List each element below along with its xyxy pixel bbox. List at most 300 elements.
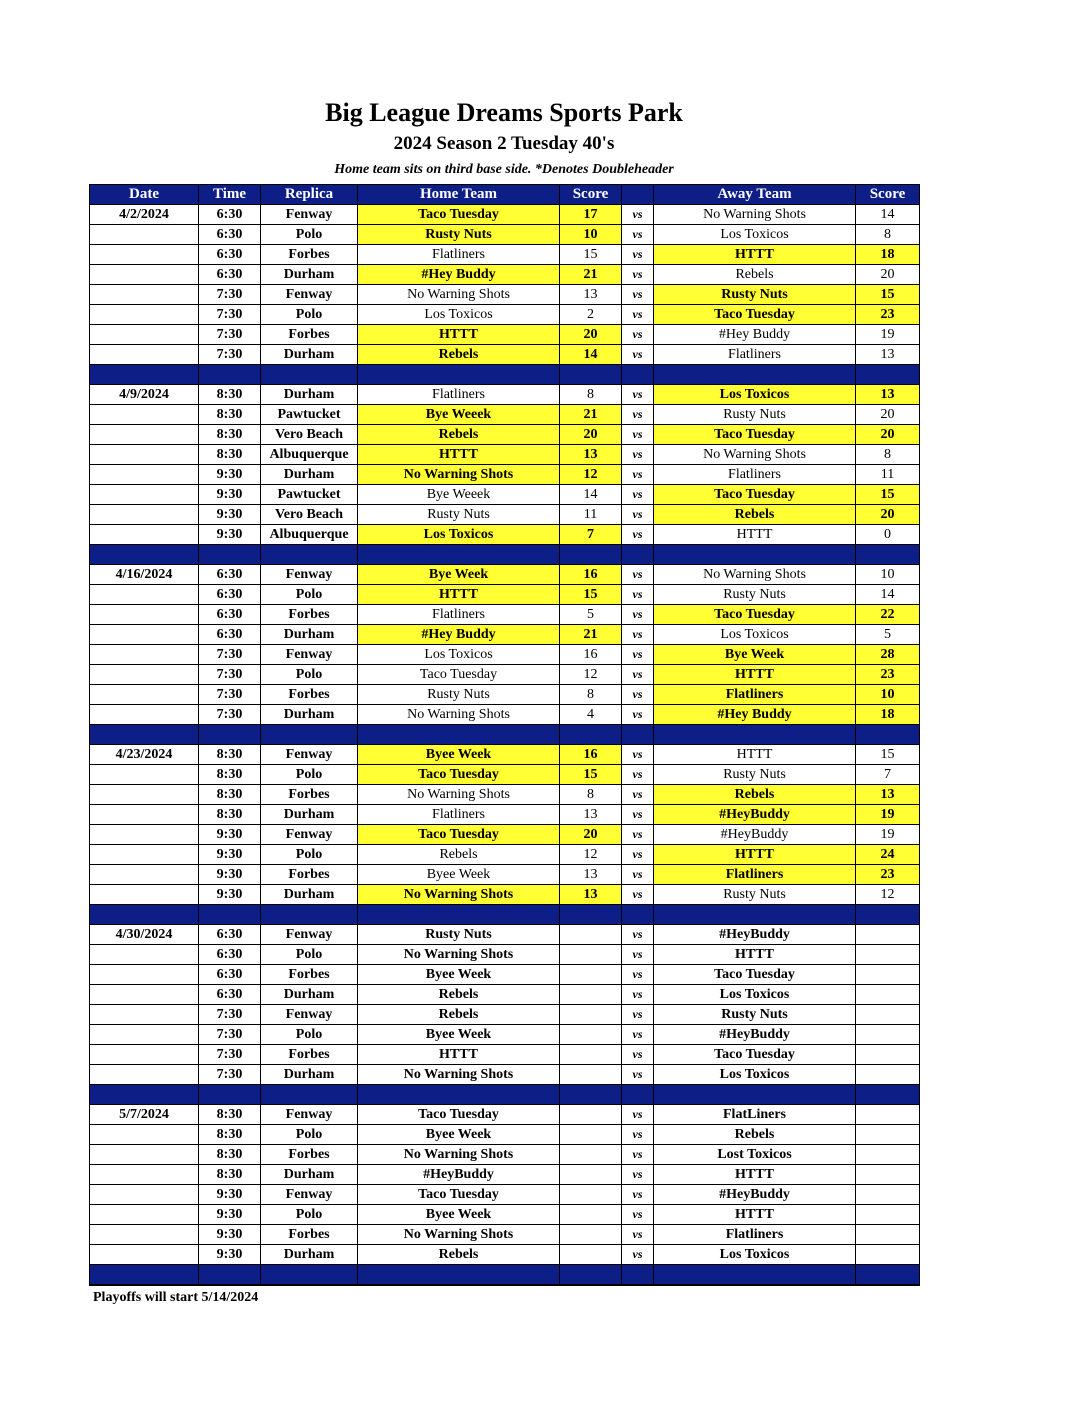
vs-cell: vs <box>622 1205 654 1225</box>
separator-cell <box>199 1085 261 1105</box>
date-cell: 4/23/2024 <box>90 745 199 765</box>
separator-cell <box>199 1265 261 1286</box>
separator-cell <box>358 725 560 745</box>
time-cell: 7:30 <box>199 285 261 305</box>
separator-cell <box>90 905 199 925</box>
week-separator-row <box>90 905 920 925</box>
table-row <box>90 1225 920 1245</box>
separator-cell <box>358 365 560 385</box>
table-header-row <box>90 185 920 205</box>
field-cell: Forbes <box>261 1225 358 1245</box>
separator-cell <box>622 1085 654 1105</box>
time-cell: 6:30 <box>199 205 261 225</box>
vs-cell: vs <box>622 1005 654 1025</box>
away-team-cell: Taco Tuesday <box>654 425 856 445</box>
home-score-cell: 11 <box>560 505 622 525</box>
field-cell: Forbes <box>261 245 358 265</box>
field-cell: Polo <box>261 305 358 325</box>
vs-cell: vs <box>622 485 654 505</box>
away-team-cell: Rusty Nuts <box>654 285 856 305</box>
date-cell <box>90 985 199 1005</box>
away-score-cell <box>856 1205 920 1225</box>
table-row <box>90 965 920 985</box>
field-cell: Durham <box>261 985 358 1005</box>
separator-cell <box>199 725 261 745</box>
away-team-cell: Rusty Nuts <box>654 765 856 785</box>
field-cell: Polo <box>261 765 358 785</box>
time-cell: 7:30 <box>199 1065 261 1085</box>
home-score-cell <box>560 1225 622 1245</box>
playoffs-note: Playoffs will start 5/14/2024 <box>93 1290 259 1305</box>
home-team-cell: HTTT <box>358 445 560 465</box>
vs-cell: vs <box>622 785 654 805</box>
home-score-cell: 13 <box>560 865 622 885</box>
time-cell: 7:30 <box>199 1045 261 1065</box>
home-score-cell <box>560 1125 622 1145</box>
home-team-cell: Taco Tuesday <box>358 1185 560 1205</box>
home-score-cell: 12 <box>560 665 622 685</box>
field-cell: Forbes <box>261 1145 358 1165</box>
date-cell <box>90 425 199 445</box>
date-cell <box>90 245 199 265</box>
table-row <box>90 1025 920 1045</box>
field-cell: Polo <box>261 1125 358 1145</box>
field-cell: Durham <box>261 1165 358 1185</box>
away-team-cell: No Warning Shots <box>654 205 856 225</box>
date-cell: 5/7/2024 <box>90 1105 199 1125</box>
vs-cell: vs <box>622 325 654 345</box>
away-score-cell: 12 <box>856 885 920 905</box>
table-row <box>90 925 920 945</box>
vs-cell: vs <box>622 985 654 1005</box>
home-score-cell: 8 <box>560 785 622 805</box>
home-score-cell: 21 <box>560 265 622 285</box>
time-cell: 8:30 <box>199 445 261 465</box>
away-team-cell: No Warning Shots <box>654 565 856 585</box>
table-row <box>90 565 920 585</box>
date-cell <box>90 1125 199 1145</box>
away-score-cell: 0 <box>856 525 920 545</box>
time-cell: 9:30 <box>199 1205 261 1225</box>
home-team-cell: Flatliners <box>358 605 560 625</box>
table-row <box>90 945 920 965</box>
away-score-cell: 13 <box>856 385 920 405</box>
away-team-cell: HTTT <box>654 945 856 965</box>
date-cell <box>90 965 199 985</box>
date-cell <box>90 445 199 465</box>
date-cell: 4/30/2024 <box>90 925 199 945</box>
separator-cell <box>654 1265 856 1286</box>
time-cell: 7:30 <box>199 305 261 325</box>
home-score-cell <box>560 1205 622 1225</box>
column-header: Time <box>199 185 261 205</box>
time-cell: 6:30 <box>199 225 261 245</box>
away-score-cell: 14 <box>856 585 920 605</box>
field-cell: Fenway <box>261 925 358 945</box>
date-cell <box>90 945 199 965</box>
vs-cell: vs <box>622 405 654 425</box>
table-row <box>90 465 920 485</box>
vs-cell: vs <box>622 205 654 225</box>
time-cell: 8:30 <box>199 765 261 785</box>
vs-cell: vs <box>622 1105 654 1125</box>
table-row <box>90 745 920 765</box>
field-cell: Forbes <box>261 865 358 885</box>
vs-cell: vs <box>622 1145 654 1165</box>
separator-cell <box>199 905 261 925</box>
vs-cell: vs <box>622 565 654 585</box>
away-score-cell: 23 <box>856 305 920 325</box>
away-score-cell <box>856 1065 920 1085</box>
field-cell: Polo <box>261 225 358 245</box>
home-team-cell: Flatliners <box>358 245 560 265</box>
table-row <box>90 1185 920 1205</box>
home-score-cell: 13 <box>560 445 622 465</box>
date-cell <box>90 1045 199 1065</box>
field-cell: Durham <box>261 705 358 725</box>
table-row <box>90 285 920 305</box>
home-team-cell: Los Toxicos <box>358 305 560 325</box>
time-cell: 6:30 <box>199 265 261 285</box>
column-header: Replica <box>261 185 358 205</box>
home-team-cell: HTTT <box>358 1045 560 1065</box>
separator-cell <box>856 545 920 565</box>
table-row <box>90 645 920 665</box>
table-row <box>90 865 920 885</box>
separator-cell <box>560 365 622 385</box>
date-cell <box>90 1065 199 1085</box>
field-cell: Forbes <box>261 685 358 705</box>
time-cell: 9:30 <box>199 865 261 885</box>
field-cell: Polo <box>261 945 358 965</box>
time-cell: 7:30 <box>199 345 261 365</box>
date-cell <box>90 405 199 425</box>
vs-cell: vs <box>622 345 654 365</box>
time-cell: 7:30 <box>199 645 261 665</box>
away-score-cell: 20 <box>856 425 920 445</box>
away-team-cell: Flatliners <box>654 345 856 365</box>
away-team-cell: #HeyBuddy <box>654 925 856 945</box>
vs-cell: vs <box>622 585 654 605</box>
home-team-cell: Rebels <box>358 345 560 365</box>
away-score-cell: 10 <box>856 565 920 585</box>
away-team-cell: HTTT <box>654 665 856 685</box>
time-cell: 8:30 <box>199 785 261 805</box>
separator-cell <box>654 1085 856 1105</box>
date-cell <box>90 585 199 605</box>
vs-cell: vs <box>622 505 654 525</box>
away-team-cell: #HeyBuddy <box>654 825 856 845</box>
time-cell: 6:30 <box>199 585 261 605</box>
date-cell <box>90 1185 199 1205</box>
home-score-cell: 12 <box>560 845 622 865</box>
date-cell <box>90 605 199 625</box>
away-score-cell <box>856 1045 920 1065</box>
field-cell: Fenway <box>261 1005 358 1025</box>
home-team-cell: Rebels <box>358 425 560 445</box>
separator-cell <box>622 545 654 565</box>
away-team-cell: #HeyBuddy <box>654 1025 856 1045</box>
date-cell <box>90 1165 199 1185</box>
field-cell: Durham <box>261 885 358 905</box>
away-score-cell: 13 <box>856 345 920 365</box>
time-cell: 9:30 <box>199 505 261 525</box>
time-cell: 6:30 <box>199 565 261 585</box>
vs-cell: vs <box>622 885 654 905</box>
time-cell: 9:30 <box>199 825 261 845</box>
table-row <box>90 345 920 365</box>
away-score-cell <box>856 1225 920 1245</box>
home-team-cell: Taco Tuesday <box>358 665 560 685</box>
away-team-cell: #HeyBuddy <box>654 1185 856 1205</box>
time-cell: 6:30 <box>199 625 261 645</box>
away-score-cell: 15 <box>856 485 920 505</box>
away-score-cell: 18 <box>856 245 920 265</box>
week-separator-row <box>90 725 920 745</box>
away-team-cell: HTTT <box>654 745 856 765</box>
away-score-cell: 5 <box>856 625 920 645</box>
away-team-cell: HTTT <box>654 845 856 865</box>
away-team-cell: Flatliners <box>654 465 856 485</box>
home-score-cell <box>560 985 622 1005</box>
date-cell: 4/16/2024 <box>90 565 199 585</box>
away-team-cell: Los Toxicos <box>654 225 856 245</box>
away-score-cell <box>856 1165 920 1185</box>
separator-cell <box>654 905 856 925</box>
date-cell <box>90 885 199 905</box>
separator-cell <box>560 1085 622 1105</box>
home-score-cell: 14 <box>560 345 622 365</box>
vs-cell: vs <box>622 825 654 845</box>
time-cell: 9:30 <box>199 1245 261 1265</box>
away-score-cell: 28 <box>856 645 920 665</box>
field-cell: Albuquerque <box>261 445 358 465</box>
home-score-cell: 13 <box>560 805 622 825</box>
home-team-cell: Bye Weeek <box>358 405 560 425</box>
schedule-body <box>90 205 920 1286</box>
time-cell: 8:30 <box>199 805 261 825</box>
field-cell: Durham <box>261 265 358 285</box>
away-team-cell: #Hey Buddy <box>654 705 856 725</box>
table-row <box>90 785 920 805</box>
vs-cell: vs <box>622 1065 654 1085</box>
separator-cell <box>856 365 920 385</box>
away-team-cell: Los Toxicos <box>654 625 856 645</box>
away-team-cell: Flatliners <box>654 1225 856 1245</box>
time-cell: 6:30 <box>199 605 261 625</box>
vs-cell: vs <box>622 865 654 885</box>
home-score-cell: 17 <box>560 205 622 225</box>
away-score-cell: 11 <box>856 465 920 485</box>
home-score-cell: 13 <box>560 885 622 905</box>
date-cell <box>90 485 199 505</box>
home-team-cell: Taco Tuesday <box>358 205 560 225</box>
vs-cell: vs <box>622 245 654 265</box>
away-team-cell: HTTT <box>654 245 856 265</box>
home-score-cell <box>560 1065 622 1085</box>
table-row <box>90 985 920 1005</box>
home-team-cell: Bye Weeek <box>358 485 560 505</box>
field-cell: Vero Beach <box>261 505 358 525</box>
separator-cell <box>261 1085 358 1105</box>
home-team-cell: Rusty Nuts <box>358 685 560 705</box>
date-cell <box>90 785 199 805</box>
time-cell: 6:30 <box>199 245 261 265</box>
field-cell: Durham <box>261 805 358 825</box>
home-team-cell: HTTT <box>358 585 560 605</box>
column-header: Date <box>90 185 199 205</box>
separator-cell <box>90 1265 199 1286</box>
date-cell <box>90 225 199 245</box>
home-team-cell: No Warning Shots <box>358 1225 560 1245</box>
separator-cell <box>622 725 654 745</box>
home-team-cell: No Warning Shots <box>358 285 560 305</box>
field-cell: Forbes <box>261 785 358 805</box>
home-score-cell: 20 <box>560 325 622 345</box>
table-row <box>90 505 920 525</box>
home-score-cell <box>560 1145 622 1165</box>
table-row <box>90 445 920 465</box>
away-team-cell: #HeyBuddy <box>654 805 856 825</box>
date-cell <box>90 845 199 865</box>
table-row <box>90 585 920 605</box>
vs-cell: vs <box>622 385 654 405</box>
table-row <box>90 225 920 245</box>
separator-cell <box>856 1085 920 1105</box>
separator-cell <box>261 1265 358 1286</box>
separator-cell <box>856 725 920 745</box>
table-row <box>90 1105 920 1125</box>
home-team-cell: HTTT <box>358 325 560 345</box>
away-score-cell <box>856 1105 920 1125</box>
field-cell: Polo <box>261 845 358 865</box>
separator-cell <box>654 545 856 565</box>
vs-cell: vs <box>622 265 654 285</box>
away-score-cell <box>856 1145 920 1165</box>
home-score-cell: 12 <box>560 465 622 485</box>
away-score-cell: 18 <box>856 705 920 725</box>
home-score-cell: 15 <box>560 765 622 785</box>
field-cell: Durham <box>261 1245 358 1265</box>
home-score-cell <box>560 1105 622 1125</box>
away-team-cell: Lost Toxicos <box>654 1145 856 1165</box>
vs-cell: vs <box>622 925 654 945</box>
page-note: Home team sits on third base side. *Denotes Doubleheader <box>334 162 674 177</box>
date-cell <box>90 345 199 365</box>
separator-cell <box>560 1265 622 1286</box>
table-row <box>90 1145 920 1165</box>
table-row <box>90 885 920 905</box>
home-team-cell: Flatliners <box>358 805 560 825</box>
home-score-cell: 5 <box>560 605 622 625</box>
away-score-cell <box>856 985 920 1005</box>
home-score-cell: 2 <box>560 305 622 325</box>
date-cell <box>90 625 199 645</box>
home-team-cell: Byee Week <box>358 1025 560 1045</box>
table-row <box>90 405 920 425</box>
date-cell <box>90 705 199 725</box>
separator-cell <box>90 365 199 385</box>
away-team-cell: Rusty Nuts <box>654 585 856 605</box>
date-cell <box>90 1145 199 1165</box>
away-team-cell: #Hey Buddy <box>654 325 856 345</box>
away-score-cell: 20 <box>856 265 920 285</box>
table-row <box>90 665 920 685</box>
table-row <box>90 1005 920 1025</box>
separator-cell <box>560 545 622 565</box>
table-row <box>90 485 920 505</box>
date-cell <box>90 1245 199 1265</box>
time-cell: 6:30 <box>199 965 261 985</box>
time-cell: 8:30 <box>199 1145 261 1165</box>
field-cell: Durham <box>261 1065 358 1085</box>
vs-cell: vs <box>622 745 654 765</box>
vs-cell: vs <box>622 965 654 985</box>
field-cell: Forbes <box>261 1045 358 1065</box>
home-score-cell: 14 <box>560 485 622 505</box>
separator-cell <box>654 365 856 385</box>
separator-cell <box>358 1265 560 1286</box>
home-score-cell: 10 <box>560 225 622 245</box>
away-team-cell: Flatliners <box>654 865 856 885</box>
date-cell <box>90 505 199 525</box>
vs-cell: vs <box>622 1225 654 1245</box>
table-row <box>90 305 920 325</box>
time-cell: 9:30 <box>199 465 261 485</box>
table-row <box>90 265 920 285</box>
vs-cell: vs <box>622 605 654 625</box>
home-team-cell: Los Toxicos <box>358 645 560 665</box>
away-team-cell: Rusty Nuts <box>654 1005 856 1025</box>
table-row <box>90 1205 920 1225</box>
vs-cell: vs <box>622 645 654 665</box>
date-cell <box>90 285 199 305</box>
table-row <box>90 765 920 785</box>
table-row <box>90 1245 920 1265</box>
away-score-cell: 19 <box>856 325 920 345</box>
vs-cell: vs <box>622 1025 654 1045</box>
home-team-cell: Taco Tuesday <box>358 1105 560 1125</box>
table-row <box>90 625 920 645</box>
field-cell: Polo <box>261 1205 358 1225</box>
away-score-cell: 23 <box>856 865 920 885</box>
vs-cell: vs <box>622 665 654 685</box>
field-cell: Durham <box>261 345 358 365</box>
date-cell <box>90 1205 199 1225</box>
vs-cell: vs <box>622 705 654 725</box>
table-row <box>90 805 920 825</box>
time-cell: 6:30 <box>199 985 261 1005</box>
separator-cell <box>856 1265 920 1286</box>
vs-cell: vs <box>622 1165 654 1185</box>
field-cell: Forbes <box>261 325 358 345</box>
table-row <box>90 425 920 445</box>
home-score-cell: 15 <box>560 585 622 605</box>
time-cell: 7:30 <box>199 325 261 345</box>
field-cell: Pawtucket <box>261 405 358 425</box>
date-cell <box>90 265 199 285</box>
date-cell <box>90 865 199 885</box>
home-team-cell: No Warning Shots <box>358 1065 560 1085</box>
table-row <box>90 245 920 265</box>
vs-cell: vs <box>622 685 654 705</box>
away-score-cell: 13 <box>856 785 920 805</box>
date-cell <box>90 305 199 325</box>
away-team-cell: Rebels <box>654 785 856 805</box>
page-subtitle: 2024 Season 2 Tuesday 40's <box>393 133 615 154</box>
field-cell: Fenway <box>261 825 358 845</box>
home-team-cell: #Hey Buddy <box>358 625 560 645</box>
